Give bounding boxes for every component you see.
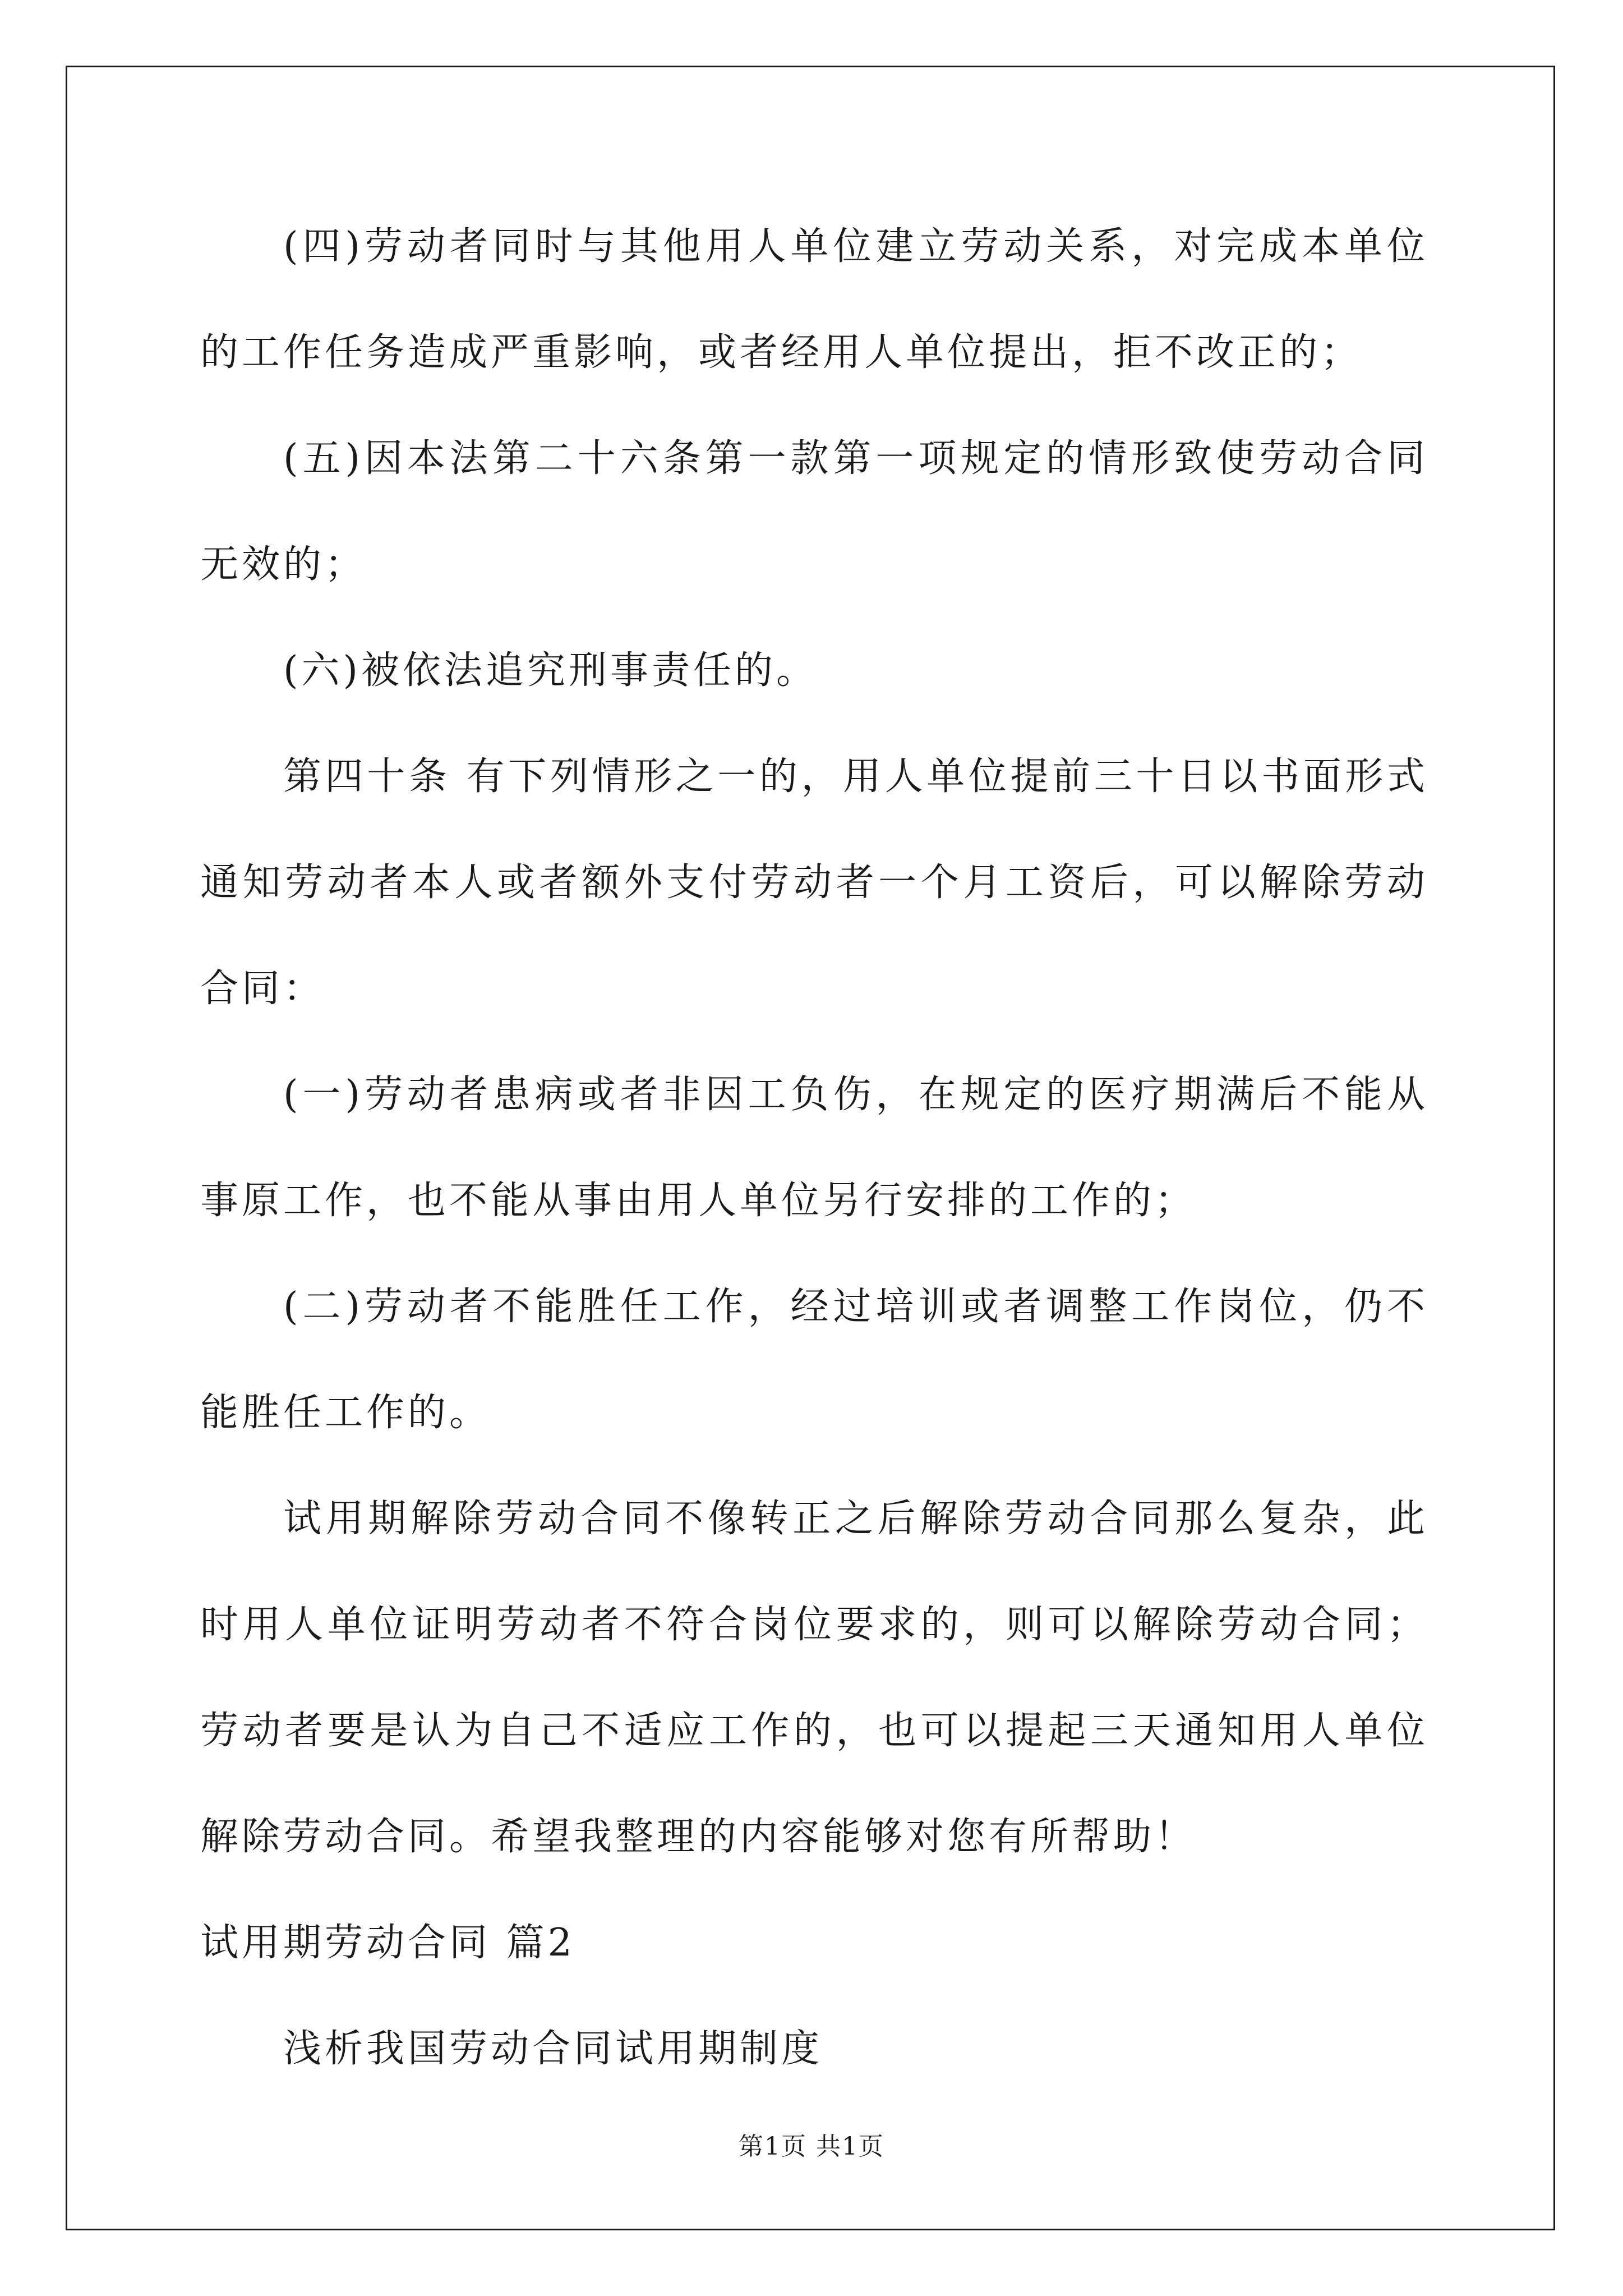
section-heading: 试用期劳动合同 篇2: [200, 1921, 575, 1965]
section-subtitle: 浅析我国劳动合同试用期制度: [283, 2027, 823, 2071]
paragraph-summary: 试用期解除劳动合同不像转正之后解除劳动合同那么复杂，此时用人单位证明劳动者不符合岗位要求的，则可以解除劳动合同；劳动者要是认为自己不适应工作的，也可以提起三天通知用人单位解除劳动合同。希望我整理的内容能够对您有所帮助！: [200, 1497, 1428, 1859]
paragraph-clause-5: (五)因本法第二十六条第一款第一项规定的情形致使劳动合同无效的；: [200, 436, 1428, 587]
document-body: [200, 194, 1428, 2102]
paragraph-article-40-item-2: (二)劳动者不能胜任工作，经过培训或者调整工作岗位，仍不能胜任工作的。: [200, 1285, 1428, 1435]
page-number-footer: 第1页 共1页: [739, 2132, 884, 2161]
paragraph-clause-6: (六)被依法追究刑事责任的。: [283, 648, 818, 693]
paragraph-article-40-item-1: (一)劳动者患病或者非因工负伤，在规定的医疗期满后不能从事原工作，也不能从事由用人单位另行安排的工作的；: [200, 1073, 1428, 1223]
paragraph-clause-4: (四)劳动者同时与其他用人单位建立劳动关系，对完成本单位的工作任务造成严重影响，或者经用人单位提出，拒不改正的；: [200, 224, 1428, 375]
paragraph-article-40: 第四十条 有下列情形之一的，用人单位提前三十日以书面形式通知劳动者本人或者额外支付劳动者一个月工资后，可以解除劳动合同：: [200, 754, 1428, 1011]
